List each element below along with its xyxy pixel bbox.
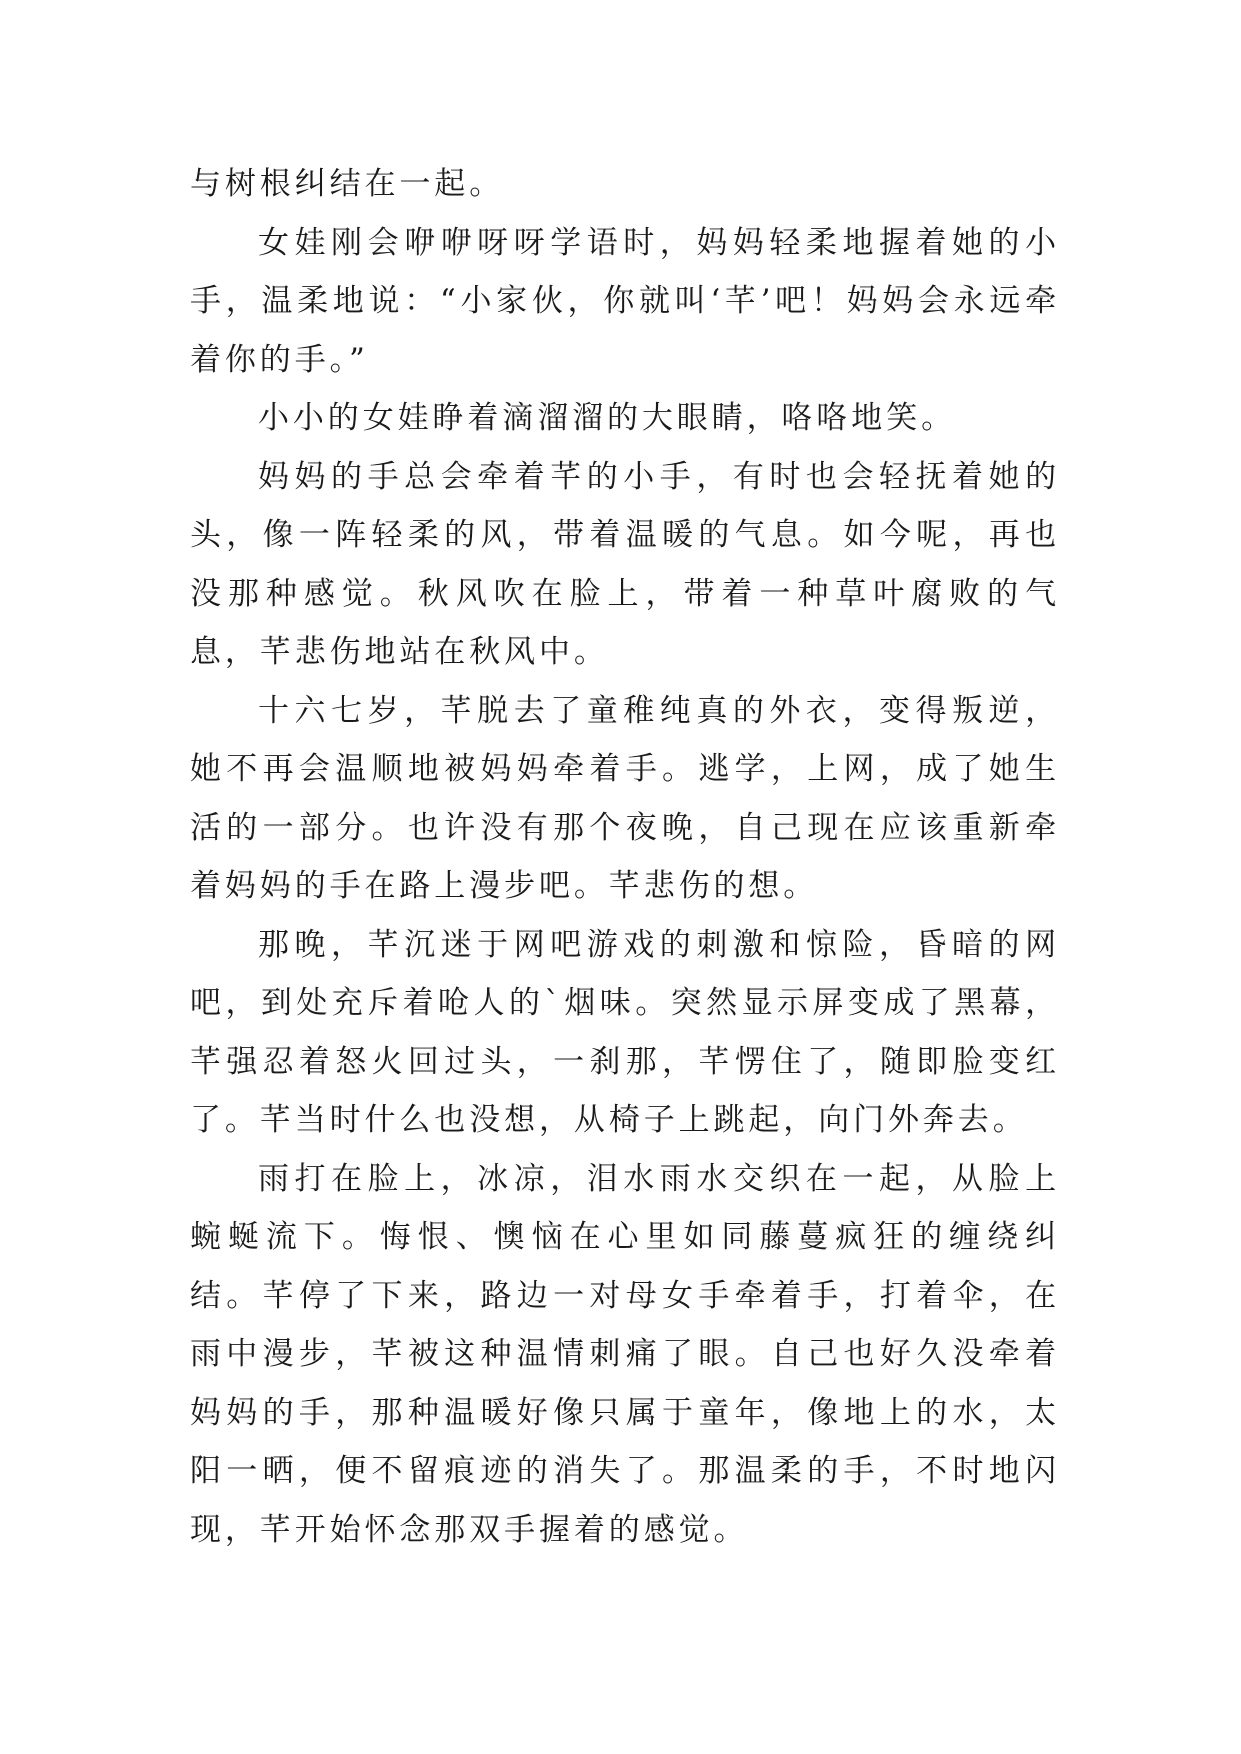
paragraph-4: 妈妈的手总会牵着芊的小手，有时也会轻抚着她的头，像一阵轻柔的风，带着温暖的气息。如今呢，再也没那种感觉。秋风吹在脸上，带着一种草叶腐败的气息，芊悲伤地站在秋风中。 xyxy=(190,458,1060,670)
paragraph-6: 那晚，芊沉迷于网吧游戏的刺激和惊险，昏暗的网吧，到处充斥着呛人的`烟味。突然显示屏变成了黑幕，芊强忍着怒火回过头，一刹那，芊愣住了，随即脸变红了。芊当时什么也没想，从椅子上跳起，向门外奔去。 xyxy=(190,926,1060,1138)
paragraph-3: 小小的女娃睁着滴溜溜的大眼睛，咯咯地笑。 xyxy=(258,400,956,436)
text-column xyxy=(190,155,1060,1559)
paragraph-5: 十六七岁，芊脱去了童稚纯真的外衣，变得叛逆，她不再会温顺地被妈妈牵着手。逃学，上网，成了她生活的一部分。也许没有那个夜晚，自己现在应该重新牵着妈妈的手在路上漫步吧。芊悲伤的想。 xyxy=(190,692,1060,904)
paragraph-2: 女娃刚会咿咿呀呀学语时，妈妈轻柔地握着她的小手，温柔地说：“小家伙，你就叫‘芊’吧！妈妈会永远牵着你的手。” xyxy=(190,224,1060,378)
paragraph-1: 与树根纠结在一起。 xyxy=(190,166,505,202)
paragraph-7: 雨打在脸上，冰凉，泪水雨水交织在一起，从脸上蜿蜒流下。悔恨、懊恼在心里如同藤蔓疯狂的缠绕纠结。芊停了下来，路边一对母女手牵着手，打着伞，在雨中漫步，芊被这种温情刺痛了眼。自己也好久没牵着妈妈的手，那种温暖好像只属于童年，像地上的水，太阳一晒，便不留痕迹的消失了。那温柔的手，不时地闪现，芊开始怀念那双手握着的感觉。 xyxy=(190,1160,1060,1548)
